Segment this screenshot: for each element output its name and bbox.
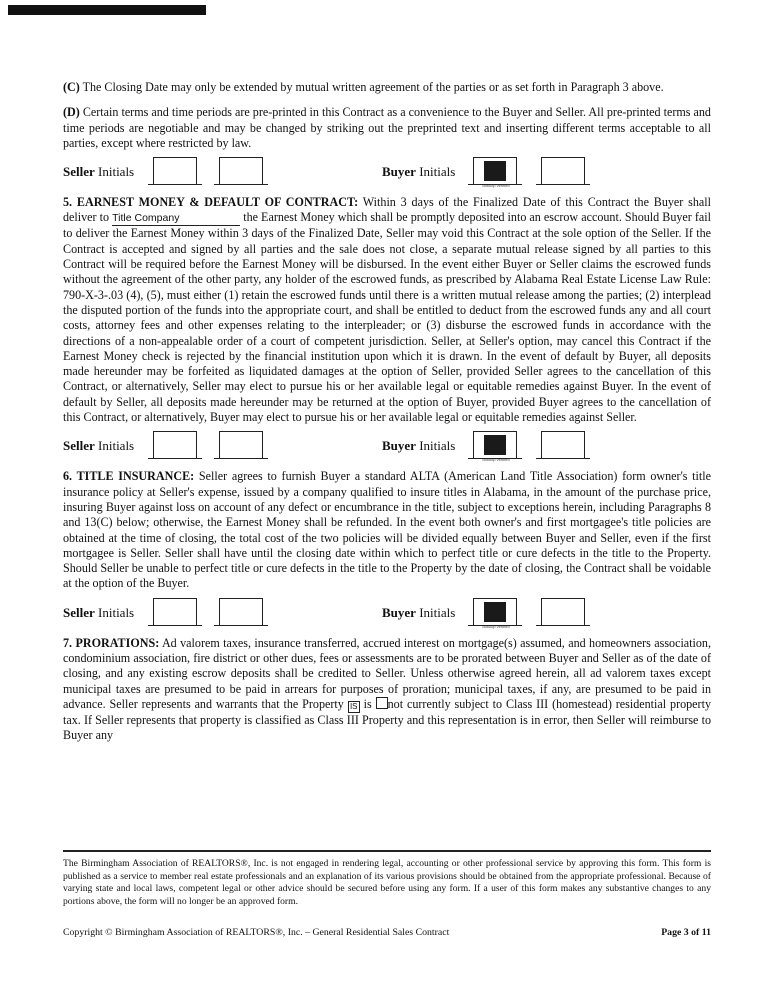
section-5-title: 5. EARNEST MONEY & DEFAULT OF CONTRACT: [63,195,359,210]
earnest-money-holder-field[interactable]: Title Company [112,212,240,226]
page-number: Page 3 of 11 [661,927,711,938]
paragraph-c-label: (C) [63,80,80,94]
buyer-initial-box-2[interactable] [541,431,585,459]
seller-initials-label: Seller Initials [63,164,135,180]
seller-initial-box-1[interactable] [153,431,197,459]
section-7: 7. PRORATIONS: Ad valorem taxes, insurance transferred, accrued interest on mortgage(s) assumed, and homeowners association, condominium association, fire district or other dues, fees or assessments are to be prorated between Buyer and Seller as of the date of closing, and any existing escrow deposits shall be credited to Seller. Unless otherwise agreed herein, all ad valorem taxes except municipal taxes are presumed to be paid in arrears for purposes of proration; municipal taxes, if any, are presumed to be paid in advance. Seller represents and warrants that the Property IS is not currently subject to Class III (homestead) residential property tax. If Seller represents that property is classified as Class III Property and this representation is in error, then Seller will reimburse to Buyer any [63,635,712,743]
class-iii-is-checkbox[interactable]: IS [348,701,360,713]
verification-caption: dotloop verified [482,183,510,189]
seller-initials-label: Seller Initials [63,604,135,620]
seller-initial-box-2[interactable] [219,157,263,185]
buyer-initial-box-2[interactable] [541,157,585,185]
contract-body [63,80,711,744]
section-7-title: 7. PRORATIONS: [63,635,160,650]
buyer-initial-box-1[interactable] [473,598,517,629]
buyer-initial-box-2[interactable] [541,598,585,626]
redaction-bar [8,5,206,15]
buyer-initial-box-1[interactable] [473,431,517,463]
class-iii-is-not-checkbox[interactable] [376,697,388,709]
buyer-initials-label: Buyer Initials [382,438,456,454]
paragraph-d-label: (D) [63,105,80,120]
seller-initials-label: Seller Initials [63,438,135,454]
initials-row-3 [63,598,711,628]
buyer-initials-label: Buyer Initials [382,604,456,620]
seller-initial-box-2[interactable] [219,431,263,459]
buyer-initial-signature-mark [484,602,506,622]
initials-row-2 [63,431,711,461]
buyer-initial-box-1[interactable] [473,157,517,189]
section-6: 6. TITLE INSURANCE: Seller agrees to furnish Buyer a standard ALTA (American Land Title Association) form owner's title insurance policy at Seller's expense, issued by a company qualified to insure titles in Alabama, in the amount of the purchase price, insuring Buyer against loss on account of any defect or encumbrance in the title, subject to exceptions herein, including Paragraphs 8 and 13(C) below; otherwise, the Earnest Money shall be refunded. In the event both owner's and first mortgagee's title policies are obtained at the time of closing, the total cost of the two policies will be divided equally between Buyer and Seller, even if the first mortgagee is Seller. Seller shall have until the closing date within which to perfect title or cure defects in the title to the Property. Should Seller be unable to perfect title or cure defects in the title to the Property by the date of closing, the Contract shall be voidable at the option of the Buyer. [63,469,711,591]
copyright-notice: Copyright © Birmingham Association of REALTORS®, Inc. – General Residential Sales Contract [63,927,450,938]
verification-caption: dotloop verified [482,623,510,629]
paragraph-d [63,105,711,151]
footer-disclaimer: The Birmingham Association of REALTORS®, Inc. is not engaged in rendering legal, accounting or other professional service by approving this form. This form is published as a service to member real estate professionals and an explanation of its various provisions should be obtained from the appropriate professional. Because of varying state and local laws, competent legal or other advice should be secured before using any form. If a user of this form makes any substantive changes to any portions above, the form will no longer be an approved form. [63,858,711,907]
seller-initial-box-1[interactable] [153,598,197,626]
paragraph-c-text: The Closing Date may only be extended by mutual written agreement of the parties or as set forth in Paragraph 3 above. [82,80,664,94]
verification-caption: dotloop verified [482,457,510,463]
section-5: 5. EARNEST MONEY & DEFAULT OF CONTRACT: Within 3 days of the Finalized Date of this Contract the Buyer shall deliver to Title Company the Earnest Money which shall be promptly deposited into an escrow account. Should Buyer fail to deliver the Earnest Money within 3 days of the Finalized Date, Seller may void this Contract at the sole option of the Seller. If the Contract is accepted and signed by all parties and the sale does not close, a separate mutual release signed by all parties to this Contract will be required before the Earnest Money will be disbursed. In the event either Buyer or Seller claims the escrowed funds without the agreement of the other party, any holder of the escrowed funds, as prescribed by Alabama Real Estate License Law Rule: 790-X-3-.03 (4), (5), must either (1) retain the escrowed funds until there is a written mutual release among the parties; (2) interplead the disputed portion of the funds into the appropriate court, and shall be entitled to deduct from the escrowed funds any and all court costs, attorney fees and other expenses relating to the interpleader; or (3) disburse the escrowed funds in accordance with the directions of a non-appealable order of a court of competent jurisdiction. Seller, at Seller's option, may cancel this Contract if the Earnest Money check is rejected by the financial institution upon which it is drawn. In the event of default by Buyer, all deposits made hereunder may be forfeited as liquidated damages at the option of Seller, provided Seller agrees to the cancellation of this Contract, or alternatively, Seller may elect to pursue his or her available legal or equitable remedies against Buyer. In the event of default by Seller, all deposits made hereunder may be returned at the option of Buyer, provided Buyer agrees to the cancellation of this Contract, or alternatively, Buyer may elect to pursue his or her available legal or equitable remedies against Seller. [63,195,712,425]
paragraph-c [63,80,711,95]
footer-divider [63,850,711,852]
seller-initial-box-2[interactable] [219,598,263,626]
initials-row-1 [63,157,711,187]
buyer-initials-label: Buyer Initials [382,164,456,180]
buyer-initial-signature-mark [484,435,506,455]
paragraph-d-text: Certain terms and time periods are pre-printed in this Contract as a convenience to the Buyer and Seller. All pre-printed terms and time periods are negotiable and may be changed by striking out the preprinted text and inserting different terms acceptable to all parties, except where restricted by law. [63,105,711,150]
seller-initial-box-1[interactable] [153,157,197,185]
buyer-initial-signature-mark [484,161,506,181]
section-6-title: 6. TITLE INSURANCE: [63,469,195,484]
